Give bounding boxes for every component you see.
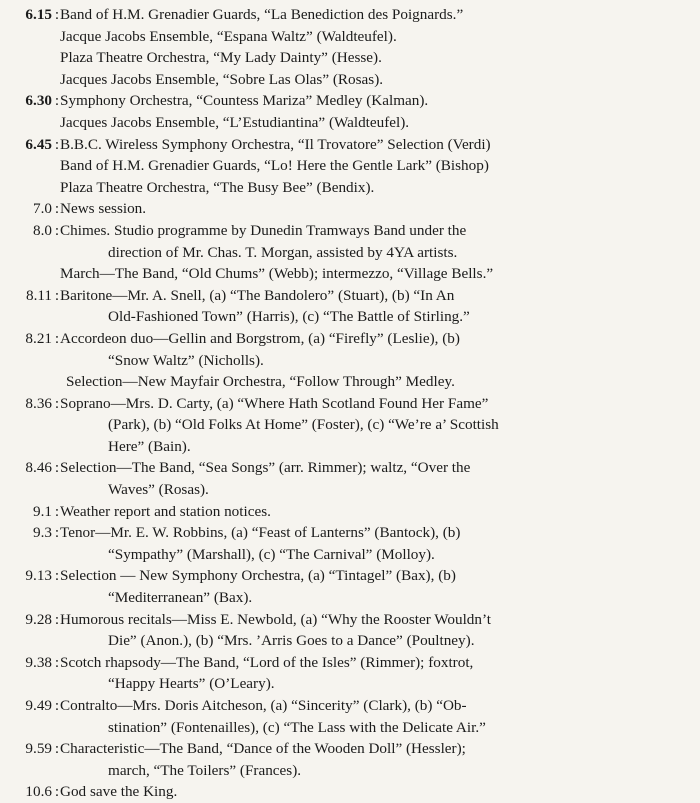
entry-time: 9.59 [25, 740, 52, 758]
entry-time: 9.3 [33, 524, 52, 542]
time-separator: : [54, 92, 60, 110]
programme-entry [4, 220, 694, 285]
entry-time: 9.38 [25, 653, 52, 671]
programme-entry [4, 522, 694, 565]
entry-line: Jacques Jacobs Ensemble, “Sobre Las Olas” (Rosas). [60, 70, 384, 88]
entry-line: Tenor—Mr. E. W. Robbins, (a) “Feast of Lanterns” (Bantock), (b) [60, 524, 461, 542]
entry-line: Selection—New Mayfair Orchestra, “Follow Through” Medley. [66, 373, 455, 391]
programme-entry [4, 393, 694, 458]
time-separator: : [54, 329, 60, 347]
entry-time: 6.30 [25, 92, 52, 110]
entry-line: Chimes. Studio programme by Dunedin Tramways Band under the [60, 221, 467, 239]
entry-line: Here” (Bain). [108, 437, 191, 455]
entry-time: 9.28 [25, 610, 52, 628]
entry-line: Soprano—Mrs. D. Carty, (a) “Where Hath Scotland Found Her Fame” [60, 394, 489, 412]
entry-line: “Sympathy” (Marshall), (c) “The Carnival” (Molloy). [108, 545, 435, 563]
programme-entry [4, 457, 694, 500]
entry-time: 8.0 [33, 221, 52, 239]
programme-entry [4, 285, 694, 328]
entry-time: 8.11 [25, 286, 52, 304]
entry-line: Band of H.M. Grenadier Guards, “La Benediction des Poignards.” [60, 6, 464, 23]
entry-line: Plaza Theatre Orchestra, “The Busy Bee” (Bendix). [60, 178, 375, 196]
entry-line: Old-Fashioned Town” (Harris), (c) “The Battle of Stirling.” [108, 308, 470, 326]
entry-line: Jacque Jacobs Ensemble, “Espana Waltz” (Waldteufel). [60, 27, 397, 45]
time-separator: : [54, 524, 60, 542]
entry-time: 8.21 [25, 329, 52, 347]
programme-entry [4, 501, 694, 523]
entry-time: 6.15 [25, 6, 52, 23]
entry-time: 6.45 [25, 135, 52, 153]
entry-line: Scotch rhapsody—The Band, “Lord of the Isles” (Rimmer); foxtrot, [60, 653, 474, 671]
entry-time: 10.6 [25, 783, 52, 801]
entry-line: “Mediterranean” (Bax). [108, 589, 253, 607]
entry-time: 8.36 [25, 394, 52, 412]
entry-line: march, “The Toilers” (Frances). [108, 761, 302, 779]
entry-line: “Happy Hearts” (O’Leary). [108, 675, 275, 693]
entry-line: God save the King. [60, 783, 178, 801]
time-separator: : [54, 610, 60, 628]
time-separator: : [54, 221, 60, 239]
time-separator: : [54, 567, 60, 585]
programme-entry [4, 738, 694, 781]
time-separator: : [54, 135, 60, 153]
entry-line: Accordeon duo—Gellin and Borgstrom, (a) “Firefly” (Leslie), (b) [60, 329, 460, 347]
programme-entry [4, 134, 694, 199]
entry-line: Characteristic—The Band, “Dance of the Wooden Doll” (Hessler); [60, 740, 466, 758]
time-separator: : [54, 740, 60, 758]
entry-line: (Park), (b) “Old Folks At Home” (Foster), (c) “We’re a’ Scottish [108, 416, 499, 434]
entry-line: B.B.C. Wireless Symphony Orchestra, “Il Trovatore” Selection (Verdi) [60, 135, 491, 153]
time-separator: : [54, 502, 60, 520]
entry-line: Baritone—Mr. A. Snell, (a) “The Bandolero” (Stuart), (b) “In An [60, 286, 455, 304]
entry-time: 8.46 [25, 459, 52, 477]
programme-entry [4, 198, 694, 220]
programme-entry [4, 609, 694, 652]
entry-line: Waves” (Rosas). [108, 481, 209, 499]
programme-entry [4, 90, 694, 133]
programme-entry [4, 4, 694, 90]
entry-line: March—The Band, “Old Chums” (Webb); intermezzo, “Village Bells.” [60, 265, 494, 283]
entry-line: “Snow Waltz” (Nicholls). [108, 351, 264, 369]
time-separator: : [54, 286, 60, 304]
entry-line: Humorous recitals—Miss E. Newbold, (a) “Why the Rooster Wouldn’t [60, 610, 491, 628]
entry-line: Jacques Jacobs Ensemble, “L’Estudiantina” (Waldteufel). [60, 113, 410, 131]
entry-line: Selection—The Band, “Sea Songs” (arr. Rimmer); waltz, “Over the [60, 459, 471, 477]
programme-entry [4, 652, 694, 695]
entry-line: Symphony Orchestra, “Countess Mariza” Medley (Kalman). [60, 92, 429, 110]
entry-time: 7.0 [33, 200, 52, 218]
entry-time: 9.13 [25, 567, 52, 585]
entry-time: 9.49 [25, 697, 52, 714]
time-separator: : [54, 394, 60, 412]
programme-entry [4, 781, 694, 803]
time-separator: : [54, 783, 60, 801]
time-separator: : [54, 459, 60, 477]
time-separator: : [54, 697, 60, 714]
time-separator: : [54, 200, 60, 218]
entry-line: stination” (Fontenailles), (c) “The Lass with the Delicate Air.” [108, 718, 486, 736]
programme-entry [4, 328, 694, 393]
entry-line: Die” (Anon.), (b) “Mrs. ’Arris Goes to a Dance” (Poultney). [108, 632, 475, 650]
programme-entry [4, 565, 694, 608]
time-separator: : [54, 6, 60, 23]
entry-line: Selection — New Symphony Orchestra, (a) “Tintagel” (Bax), (b) [60, 567, 456, 585]
entry-line: News session. [60, 200, 147, 218]
time-separator: : [54, 653, 60, 671]
entry-line: Contralto—Mrs. Doris Aitcheson, (a) “Sincerity” (Clark), (b) “Ob- [60, 697, 467, 714]
entry-line: direction of Mr. Chas. T. Morgan, assisted by 4YA artists. [108, 243, 458, 261]
entry-time: 9.1 [33, 502, 52, 520]
entry-line: Weather report and station notices. [60, 502, 271, 520]
programme-entry [4, 695, 694, 738]
entry-line: Plaza Theatre Orchestra, “My Lady Dainty” (Hesse). [60, 49, 382, 67]
entry-line: Band of H.M. Grenadier Guards, “Lo! Here the Gentle Lark” (Bishop) [60, 157, 489, 175]
